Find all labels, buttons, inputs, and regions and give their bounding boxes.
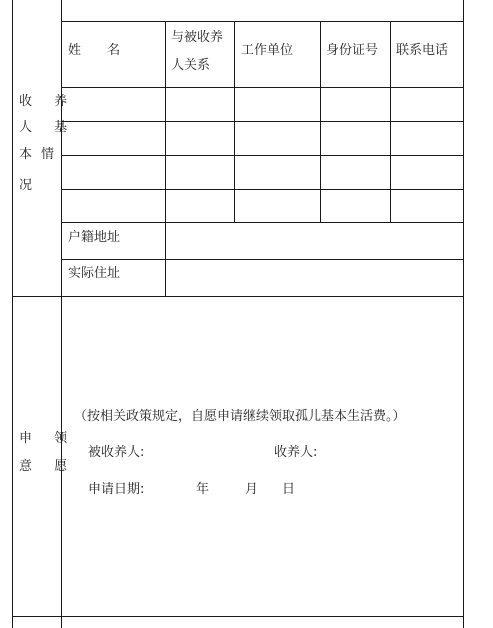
table-border-left — [12, 0, 13, 628]
row-line — [61, 155, 464, 156]
row-line — [61, 222, 464, 223]
header-id-number: 身份证号 — [326, 43, 379, 58]
basic-info-label-line1: 收 养 — [19, 94, 77, 109]
apply-label-line1: 申 领 — [19, 431, 77, 446]
basic-info-label-line4: 况 — [19, 178, 42, 193]
row-line — [61, 121, 464, 122]
row-line — [61, 87, 464, 88]
basic-info-label-line2: 人 基 — [19, 120, 77, 135]
column-divider — [165, 21, 166, 296]
actual-address-label: 实际住址 — [68, 266, 121, 281]
section-divider — [12, 616, 464, 617]
date-year: 年 — [196, 482, 210, 497]
header-relation-line1: 与被收养 — [171, 30, 224, 45]
apply-label-line2: 意 愿 — [19, 459, 77, 474]
row-line — [61, 21, 464, 22]
apply-date-label: 申请日期: — [88, 482, 145, 497]
header-phone: 联系电话 — [396, 43, 449, 58]
column-divider — [320, 21, 321, 222]
column-divider — [234, 21, 235, 222]
date-day: 日 — [282, 482, 296, 497]
adoptee-signature-label: 被收养人: — [88, 445, 145, 460]
date-month: 月 — [245, 482, 259, 497]
table-border-right — [463, 0, 464, 628]
adopter-signature-label: 收养人: — [274, 445, 318, 460]
apply-statement: （按相关政策规定，自愿申请继续领取孤儿基本生活费。） — [74, 409, 406, 424]
header-name: 姓 名 — [68, 43, 121, 58]
row-line — [61, 259, 464, 260]
row-line — [61, 189, 464, 190]
header-work-unit: 工作单位 — [241, 43, 294, 58]
basic-info-label-line3: 本情 — [19, 147, 64, 162]
header-relation-line2: 人关系 — [171, 58, 211, 73]
section-divider — [12, 296, 464, 297]
column-divider — [390, 21, 391, 222]
registered-address-label: 户籍地址 — [68, 230, 121, 245]
